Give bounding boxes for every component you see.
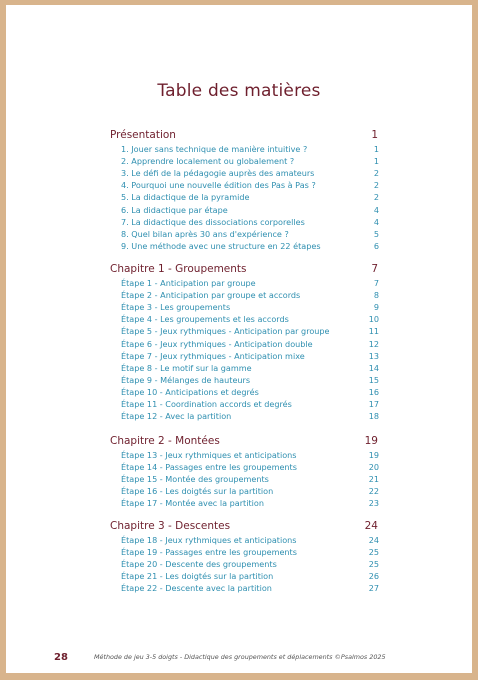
toc-entry-label: 2. Apprendre localement ou globalement ? bbox=[121, 156, 295, 167]
toc-entry-page: 12 bbox=[368, 338, 379, 349]
toc-heading-title: Chapitre 3 - Descentes bbox=[110, 520, 231, 532]
page-title: Table des matières bbox=[157, 81, 321, 101]
toc-entry[interactable] bbox=[121, 241, 379, 253]
toc-entry[interactable] bbox=[121, 192, 379, 204]
footer-text: Méthode de jeu 3-5 doigts - Didactique des groupements et déplacements ©Psalmos 2025 bbox=[94, 653, 386, 661]
toc-entry-page: 2 bbox=[373, 180, 379, 191]
toc-entry[interactable] bbox=[121, 351, 379, 363]
toc-entry[interactable] bbox=[121, 363, 379, 375]
toc-entry-page: 5 bbox=[373, 228, 379, 239]
toc-entry-page: 23 bbox=[368, 498, 379, 509]
toc-entry[interactable] bbox=[121, 387, 379, 399]
toc-heading-title: Chapitre 1 - Groupements bbox=[110, 263, 247, 275]
toc-entry-page: 27 bbox=[368, 583, 379, 594]
toc-entry-label: Étape 3 - Les groupements bbox=[121, 302, 231, 313]
toc-entry-label: Étape 16 - Les doigtés sur la partition bbox=[121, 486, 274, 497]
toc-entry-label: Étape 19 - Passages entre les groupements bbox=[121, 547, 297, 558]
toc-entry-label: Étape 21 - Les doigtés sur la partition bbox=[121, 571, 274, 582]
toc-entry[interactable] bbox=[121, 168, 379, 180]
toc-entry-page: 14 bbox=[368, 362, 379, 373]
toc-entry-page: 17 bbox=[368, 399, 379, 409]
toc-entry-page: 19 bbox=[368, 450, 379, 460]
toc-entry-label: Étape 1 - Anticipation par groupe bbox=[121, 278, 256, 288]
toc-heading-title: Présentation bbox=[110, 129, 176, 141]
toc-entry[interactable] bbox=[121, 559, 379, 571]
toc-entry[interactable] bbox=[121, 217, 379, 229]
footer-page-number: 28 bbox=[54, 652, 68, 663]
toc-entry-page: 7 bbox=[373, 278, 379, 288]
toc-entry-label: Étape 15 - Montée des groupements bbox=[121, 474, 269, 485]
toc-entry-page: 4 bbox=[373, 216, 379, 227]
toc-entry[interactable] bbox=[121, 290, 379, 302]
toc-entry[interactable] bbox=[121, 486, 379, 498]
toc-entry[interactable] bbox=[121, 547, 379, 559]
toc-entry-label: Étape 17 - Montée avec la partition bbox=[121, 498, 264, 509]
toc-entry[interactable] bbox=[121, 535, 379, 547]
toc-entry[interactable] bbox=[121, 302, 379, 314]
toc-heading[interactable] bbox=[110, 520, 378, 534]
toc-entry[interactable] bbox=[121, 462, 379, 474]
toc-entry[interactable] bbox=[121, 411, 379, 423]
toc-entry-page: 24 bbox=[368, 535, 379, 545]
toc-heading-title: Chapitre 2 - Montées bbox=[110, 435, 220, 447]
toc-entry-page: 8 bbox=[373, 290, 379, 301]
toc-entry-label: Étape 2 - Anticipation par groupe et accords bbox=[121, 290, 301, 301]
toc-entry-page: 21 bbox=[368, 474, 379, 485]
toc-entry-label: Étape 20 - Descente des groupements bbox=[121, 559, 277, 570]
toc-entry-page: 6 bbox=[373, 240, 379, 251]
toc-entry-label: Étape 18 - Jeux rythmiques et anticipations bbox=[121, 535, 297, 545]
toc-entry-label: 5. La didactique de la pyramide bbox=[121, 192, 250, 203]
toc-heading-page: 24 bbox=[364, 520, 378, 532]
toc-entry-page: 2 bbox=[373, 192, 379, 203]
toc-entry-label: Étape 10 - Anticipations et degrés bbox=[121, 386, 259, 397]
toc-heading-page: 7 bbox=[371, 263, 378, 275]
toc-entry-page: 2 bbox=[373, 168, 379, 179]
toc-entry[interactable] bbox=[121, 156, 379, 168]
toc-heading-page: 1 bbox=[371, 129, 378, 141]
toc-entry-page: 11 bbox=[368, 326, 379, 337]
toc-entry-page: 26 bbox=[368, 571, 379, 582]
toc-entry-label: 6. La didactique par étape bbox=[121, 204, 228, 215]
toc-entry-label: Étape 4 - Les groupements et les accords bbox=[121, 314, 289, 325]
toc-entry-label: 7. La didactique des dissociations corporelles bbox=[121, 216, 305, 227]
toc-entry[interactable] bbox=[121, 474, 379, 486]
toc-entry[interactable] bbox=[121, 205, 379, 217]
toc-entry-page: 18 bbox=[368, 411, 379, 422]
toc-entry[interactable] bbox=[121, 375, 379, 387]
toc-entry[interactable] bbox=[121, 229, 379, 241]
toc-entry-label: Étape 8 - Le motif sur la gamme bbox=[121, 362, 252, 373]
toc-entry-page: 16 bbox=[368, 386, 379, 397]
toc-entry-label: 1. Jouer sans technique de manière intuitive ? bbox=[121, 144, 308, 154]
toc-entry-label: 9. Une méthode avec une structure en 22 étapes bbox=[121, 240, 321, 251]
toc-heading[interactable] bbox=[110, 435, 378, 449]
toc-entry-label: Étape 6 - Jeux rythmiques - Anticipation double bbox=[121, 338, 313, 349]
toc-entry-label: Étape 7 - Jeux rythmiques - Anticipation mixe bbox=[121, 350, 305, 361]
toc-entry-page: 15 bbox=[368, 374, 379, 385]
toc-entry-label: Étape 11 - Coordination accords et degrés bbox=[121, 399, 292, 409]
toc-entry-page: 20 bbox=[368, 462, 379, 473]
toc-entry-page: 13 bbox=[368, 350, 379, 361]
toc-entry-label: 3. Le défi de la pédagogie auprès des amateurs bbox=[121, 168, 315, 179]
toc-entry[interactable] bbox=[121, 339, 379, 351]
toc-entry[interactable] bbox=[121, 314, 379, 326]
toc-entry-label: Étape 5 - Jeux rythmiques - Anticipation par groupe bbox=[121, 326, 330, 337]
toc-entry[interactable] bbox=[121, 326, 379, 338]
toc-entry-page: 22 bbox=[368, 486, 379, 497]
toc-entry[interactable] bbox=[121, 144, 379, 156]
toc-heading[interactable] bbox=[110, 129, 378, 143]
toc-entry-page: 1 bbox=[373, 156, 379, 167]
toc-entry-page: 9 bbox=[373, 302, 379, 313]
toc-entry-label: Étape 9 - Mélanges de hauteurs bbox=[121, 374, 251, 385]
toc-entry[interactable] bbox=[121, 583, 379, 595]
toc-entry-page: 4 bbox=[373, 204, 379, 215]
toc-entry-page: 25 bbox=[368, 559, 379, 570]
toc-entry-label: 4. Pourquoi une nouvelle édition des Pas à Pas ? bbox=[121, 180, 316, 191]
toc-entry[interactable] bbox=[121, 498, 379, 510]
toc-entry-label: 8. Quel bilan après 30 ans d'expérience ? bbox=[121, 228, 289, 239]
toc-entry-page: 25 bbox=[368, 547, 379, 558]
toc-entry[interactable] bbox=[121, 180, 379, 192]
toc-entry-page: 10 bbox=[368, 314, 379, 325]
toc-entry[interactable] bbox=[121, 571, 379, 583]
toc-entry-label: Étape 22 - Descente avec la partition bbox=[121, 583, 272, 594]
toc-entry-label: Étape 13 - Jeux rythmiques et anticipations bbox=[121, 450, 297, 460]
toc-entry[interactable] bbox=[121, 450, 379, 462]
toc-entry-label: Étape 14 - Passages entre les groupements bbox=[121, 462, 297, 473]
toc-entry[interactable] bbox=[121, 278, 379, 290]
toc-entry[interactable] bbox=[121, 399, 379, 411]
toc-heading[interactable] bbox=[110, 263, 378, 277]
toc-heading-page: 19 bbox=[364, 435, 378, 447]
toc-entry-page: 1 bbox=[373, 144, 379, 154]
toc-entry-label: Étape 12 - Avec la partition bbox=[121, 411, 232, 422]
